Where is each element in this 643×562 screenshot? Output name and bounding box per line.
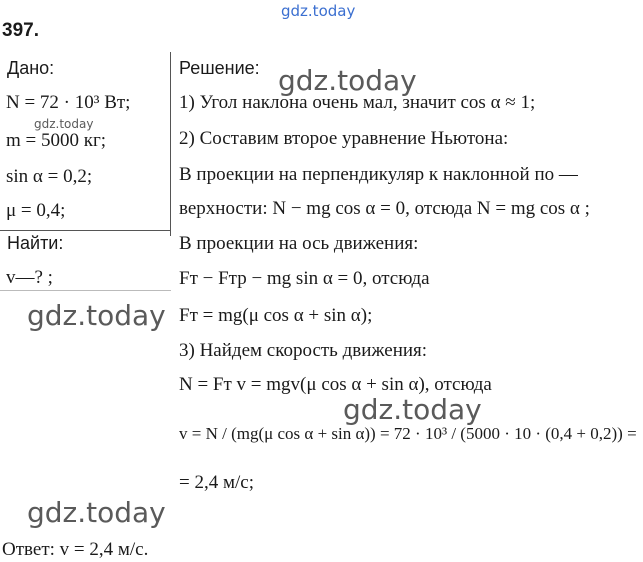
solution-line-4: верхности: N − mg cos α = 0, отсюда N = mg cos α ; bbox=[179, 198, 590, 219]
given-line-mass: m = 5000 кг; bbox=[6, 130, 107, 151]
watermark-a: gdz.today bbox=[278, 64, 417, 97]
watermark-c: gdz.today bbox=[27, 299, 166, 332]
solution-line-2: 2) Составим второе уравнение Ньютона: bbox=[179, 128, 509, 149]
solution-line-8: 3) Найдем скорость движения: bbox=[179, 340, 428, 361]
watermark-e: gdz.today bbox=[27, 496, 166, 529]
watermark-b: gdz.today bbox=[34, 117, 94, 131]
find-heading: Найти: bbox=[7, 233, 64, 253]
watermark-top: gdz.today bbox=[281, 2, 356, 20]
solution-line-9: N = Fт v = mgv(μ cos α + sin α), отсюда bbox=[179, 374, 492, 395]
given-divider-vertical bbox=[170, 52, 171, 236]
given-heading: Дано: bbox=[7, 58, 55, 78]
given-line-power: N = 72 · 10³ Вт; bbox=[6, 92, 131, 113]
given-line-sin: sin α = 0,2; bbox=[6, 166, 93, 187]
solution-line-1: 1) Угол наклона очень мал, значит cos α ≈ 1; bbox=[179, 92, 536, 113]
solution-line-7: Fт = mg(μ cos α + sin α); bbox=[179, 305, 373, 326]
given-divider-horizontal bbox=[0, 230, 171, 231]
solution-line-10: v = N / (mg(μ cos α + sin α)) = 72 · 10³ / (5000 · 10 · (0,4 + 0,2)) = bbox=[179, 424, 637, 443]
solution-line-11: = 2,4 м/с; bbox=[179, 472, 254, 493]
solution-line-3: В проекции на перпендикуляр к наклонной по — bbox=[179, 164, 578, 185]
watermark-d: gdz.today bbox=[343, 393, 482, 426]
find-line: v—? ; bbox=[6, 267, 53, 288]
find-divider-horizontal bbox=[0, 290, 171, 291]
solution-line-5: В проекции на ось движения: bbox=[179, 233, 419, 254]
problem-number: 397. bbox=[2, 20, 39, 41]
solution-heading: Решение: bbox=[179, 58, 260, 78]
answer-line: Ответ: v = 2,4 м/с. bbox=[2, 539, 149, 560]
given-line-mu: μ = 0,4; bbox=[6, 200, 66, 221]
solution-line-6: Fт − Fтр − mg sin α = 0, отсюда bbox=[179, 268, 430, 289]
